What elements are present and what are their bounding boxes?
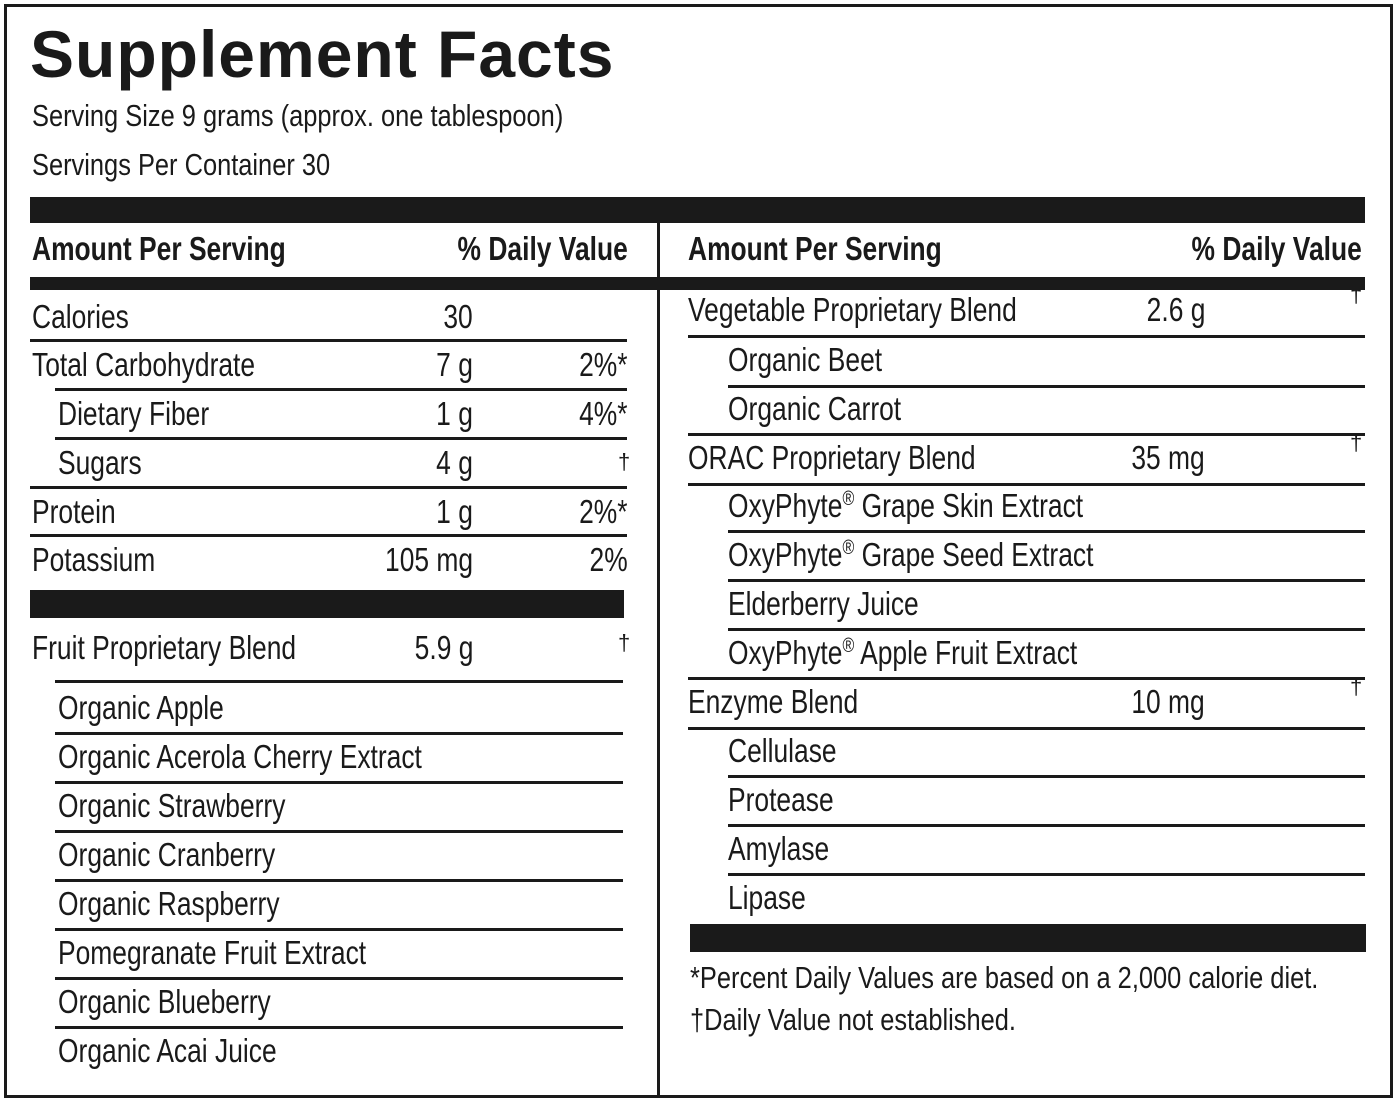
ingredient-name	[728, 486, 1083, 526]
ingredient-name: Organic Apple	[58, 689, 224, 726]
dagger-mark: †	[1350, 430, 1363, 455]
ingredient-name: Amylase	[728, 830, 830, 867]
row-divider	[688, 335, 1365, 338]
row-divider	[728, 775, 1365, 778]
ingredient-name	[728, 535, 1093, 575]
row-divider	[728, 579, 1365, 582]
left-header-dv: % Daily Value	[457, 230, 628, 267]
nutrient-dv: 2%*	[579, 493, 628, 530]
blend-name: ORAC Proprietary Blend	[688, 439, 976, 476]
nutrient-name: Sugars	[58, 444, 142, 481]
dagger-mark: †	[618, 449, 631, 474]
blend-amount: 5.9 g	[414, 629, 473, 666]
row-divider	[55, 928, 623, 931]
nutrient-amount: 1 g	[436, 493, 473, 530]
nutrient-dv: 4%*	[579, 395, 628, 432]
row-divider	[55, 830, 623, 833]
ingredient-name: Protease	[728, 781, 834, 818]
row-divider	[688, 433, 1365, 436]
nutrient-amount: 4 g	[436, 444, 473, 481]
blend-name: Vegetable Proprietary Blend	[688, 291, 1017, 328]
row-divider	[30, 486, 627, 489]
ingredient-name	[728, 633, 1077, 673]
ingredient-name: Pomegranate Fruit Extract	[58, 934, 367, 971]
column-divider	[657, 223, 660, 1096]
registered-mark: ®	[842, 488, 855, 510]
registered-mark: ®	[842, 635, 855, 657]
right-header-dv: % Daily Value	[1191, 230, 1362, 267]
ingredient-name: Organic Acerola Cherry Extract	[58, 738, 422, 775]
right-header-rule	[660, 277, 1365, 290]
ingredient-name: Organic Acai Juice	[58, 1032, 277, 1069]
nutrient-name: Protein	[32, 493, 116, 530]
row-divider	[688, 677, 1365, 680]
row-divider	[55, 879, 623, 882]
nutrient-amount: 1 g	[436, 395, 473, 432]
serving-size: Serving Size 9 grams (approx. one tablespoon)	[32, 98, 564, 133]
blend-amount: 2.6 g	[1146, 291, 1205, 328]
right-header-amount: Amount Per Serving	[688, 230, 942, 267]
ingredient-rest: Apple Fruit Extract	[854, 634, 1078, 671]
nutrient-amount: 30	[443, 298, 473, 335]
row-divider	[728, 873, 1365, 876]
row-divider	[728, 628, 1365, 631]
ingredient-rest: Grape Skin Extract	[854, 487, 1084, 524]
ingredient-name: Organic Raspberry	[58, 885, 280, 922]
blend-name: Enzyme Blend	[688, 683, 859, 720]
nutrient-amount: 105 mg	[384, 541, 473, 578]
row-divider	[55, 1026, 623, 1029]
row-divider	[55, 732, 623, 735]
row-divider	[55, 781, 623, 784]
ingredient-brand: Elderberry Juice	[728, 585, 919, 622]
nutrient-name: Calories	[32, 298, 129, 335]
row-divider	[30, 534, 627, 537]
row-divider	[55, 977, 623, 980]
nutrient-amount: 7 g	[436, 346, 473, 383]
blend-amount: 10 mg	[1131, 683, 1205, 720]
dagger-mark: †	[1350, 674, 1363, 699]
left-header-rule	[30, 277, 657, 290]
row-divider	[55, 437, 627, 440]
servings-per-container: Servings Per Container 30	[32, 147, 331, 182]
ingredient-name: Organic Strawberry	[58, 787, 286, 824]
row-divider	[688, 727, 1365, 730]
ingredient-name	[728, 584, 919, 624]
row-divider	[728, 824, 1365, 827]
blend-amount: 35 mg	[1131, 439, 1205, 476]
ingredient-brand: OxyPhyte	[728, 634, 843, 671]
ingredient-brand: OxyPhyte	[728, 487, 843, 524]
row-divider	[55, 680, 623, 683]
top-rule	[30, 197, 1365, 223]
ingredient-name: Lipase	[728, 879, 806, 916]
ingredient-name: Cellulase	[728, 732, 837, 769]
page-title: Supplement Facts	[30, 17, 615, 91]
ingredient-name: Organic Cranberry	[58, 836, 276, 873]
footnote-dagger: †Daily Value not established.	[690, 1002, 1016, 1037]
row-divider	[728, 530, 1365, 533]
ingredient-rest: Grape Seed Extract	[854, 536, 1094, 573]
row-divider	[55, 388, 627, 391]
ingredient-brand: OxyPhyte	[728, 536, 843, 573]
row-divider	[30, 339, 627, 342]
blend-name: Fruit Proprietary Blend	[32, 629, 297, 666]
nutrient-name: Dietary Fiber	[58, 395, 210, 432]
footnote-percent: *Percent Daily Values are based on a 2,000 calorie diet.	[690, 960, 1319, 995]
row-divider	[728, 385, 1365, 388]
footnote-rule	[690, 924, 1366, 952]
nutrient-dv: 2%	[589, 541, 628, 578]
nutrient-name: Total Carbohydrate	[32, 346, 256, 383]
nutrient-dv: 2%*	[579, 346, 628, 383]
nutrient-name: Potassium	[32, 541, 156, 578]
registered-mark: ®	[842, 537, 855, 559]
dagger-mark: †	[1350, 282, 1363, 307]
left-section-rule	[30, 590, 624, 618]
left-header-amount: Amount Per Serving	[32, 230, 286, 267]
ingredient-name: Organic Blueberry	[58, 983, 271, 1020]
dagger-mark: †	[618, 630, 631, 655]
ingredient-name: Organic Carrot	[728, 390, 902, 427]
ingredient-name: Organic Beet	[728, 341, 883, 378]
